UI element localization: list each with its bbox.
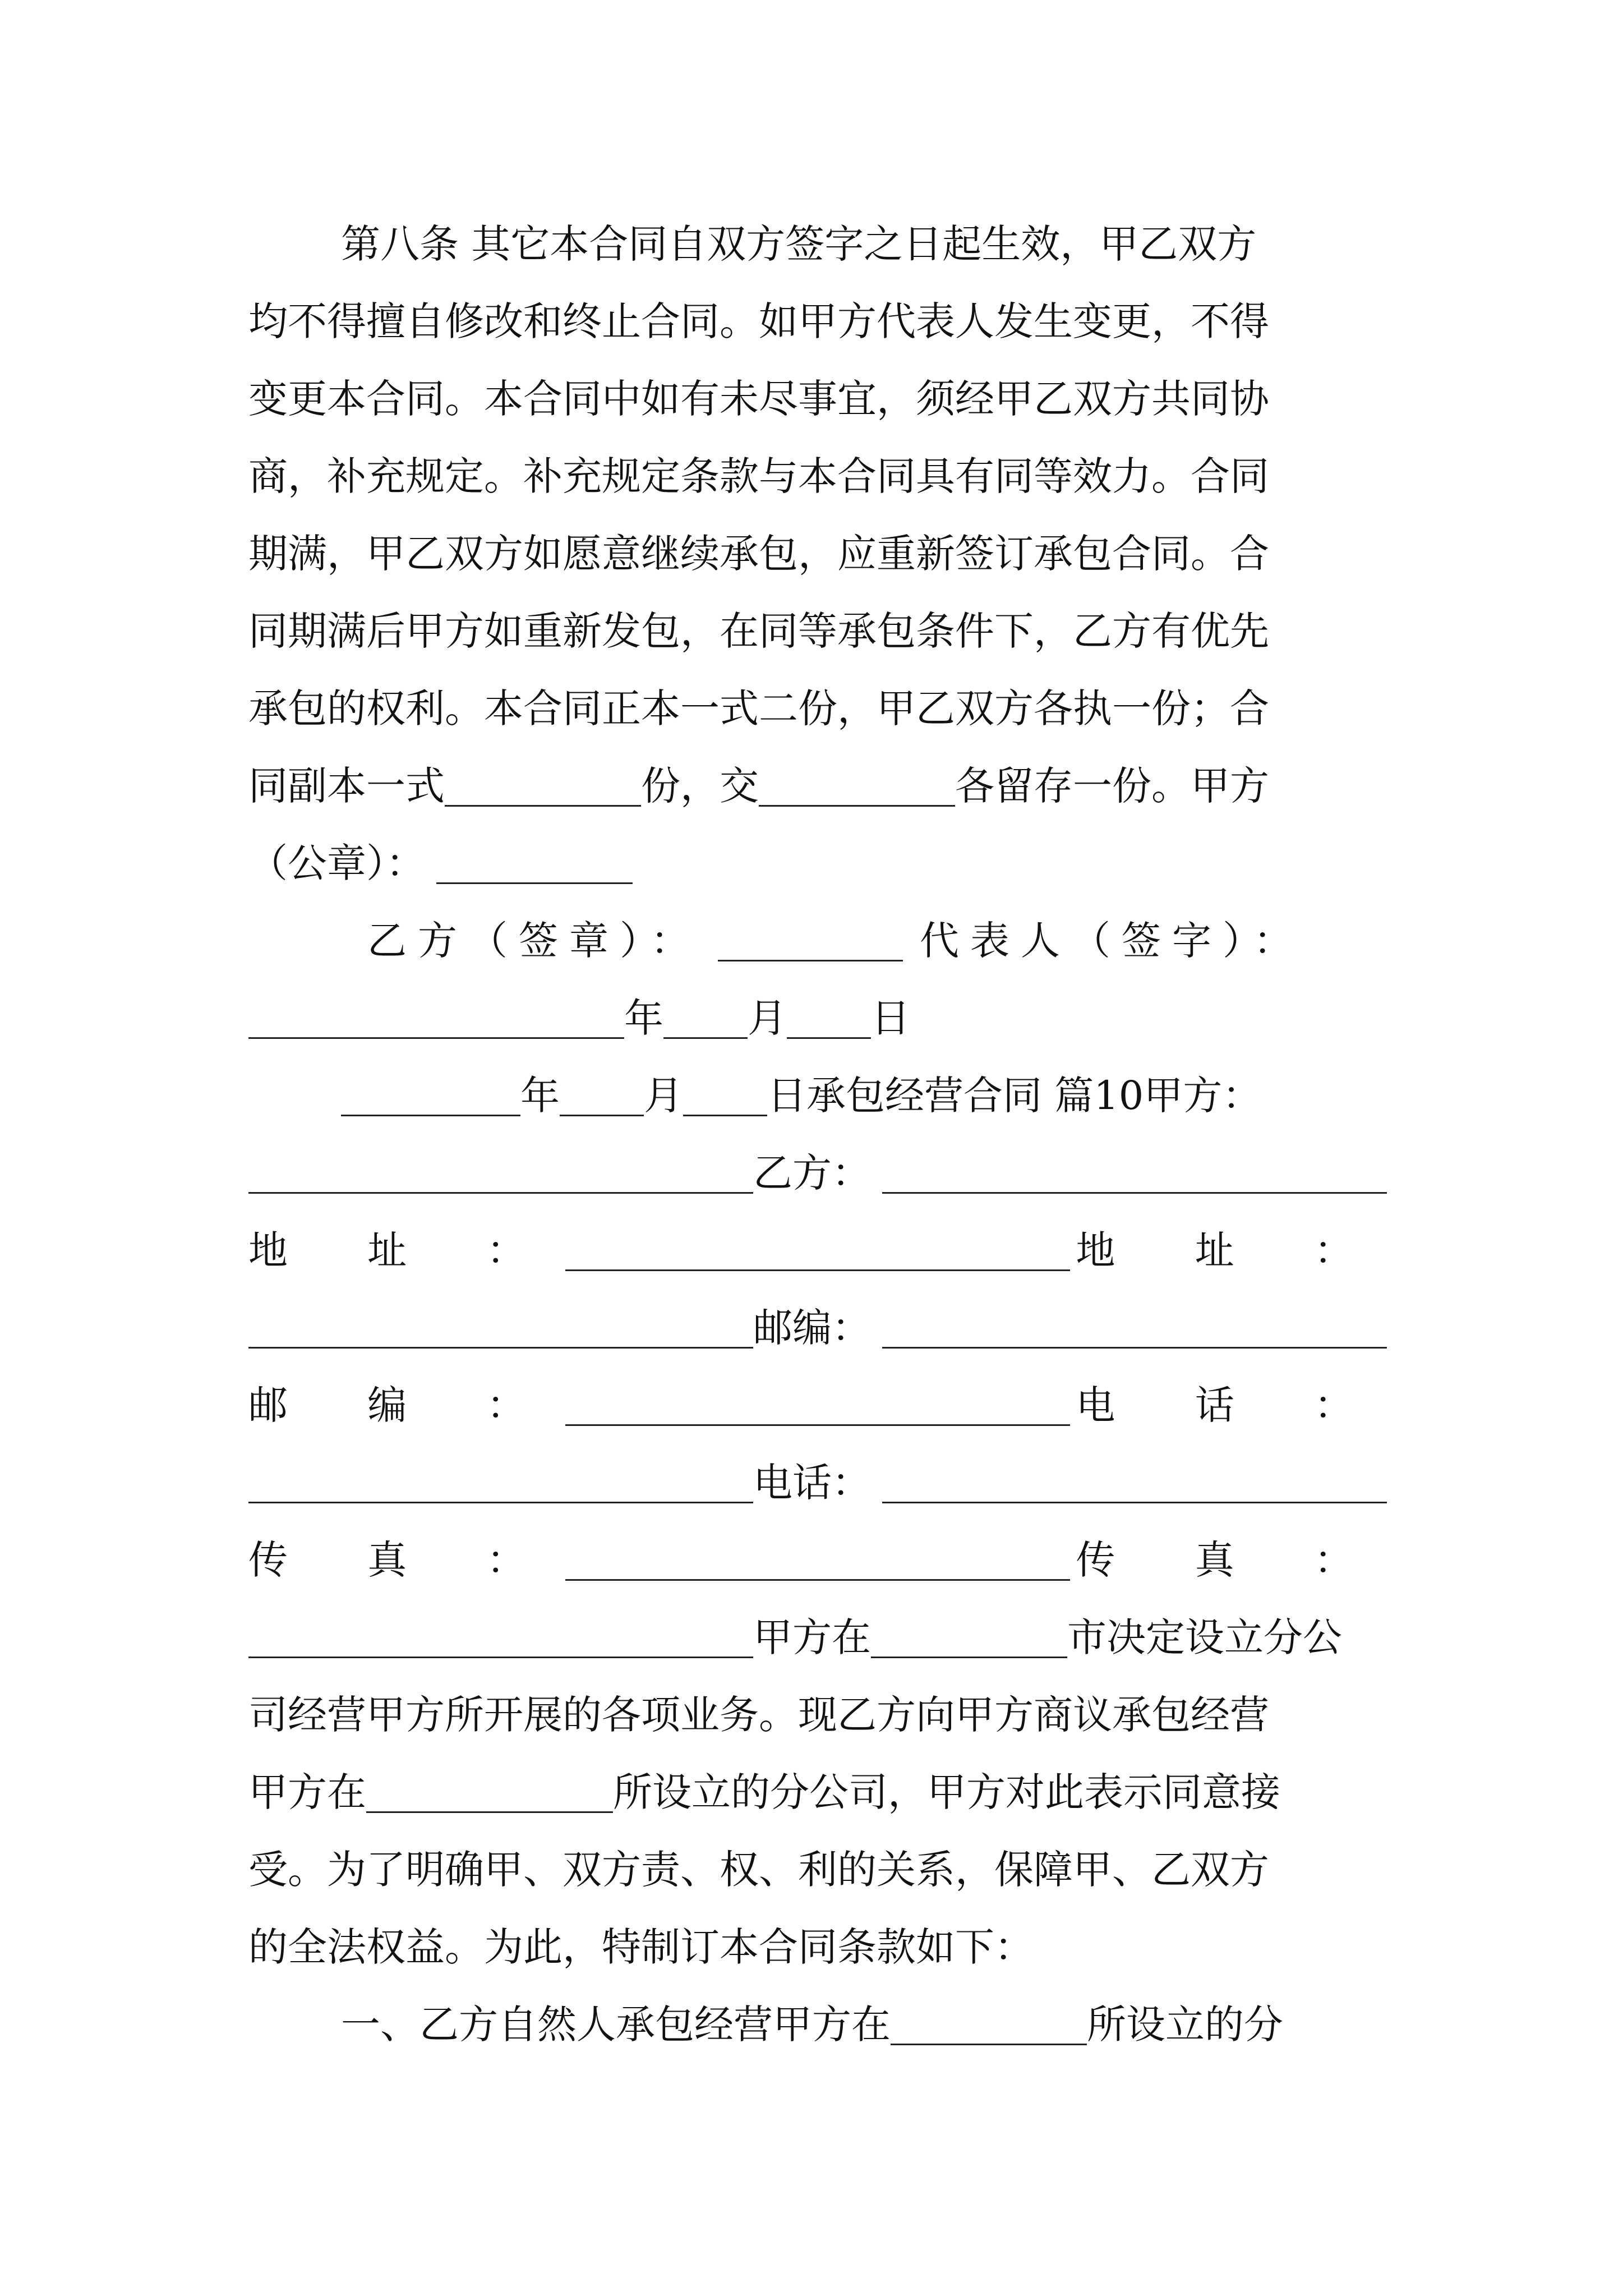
fill-blank[interactable] — [248, 1462, 753, 1503]
paragraph-text: 传 真 ： — [1076, 1537, 1387, 1583]
text-line — [248, 1300, 1387, 1356]
text-line — [248, 1532, 1387, 1588]
paragraph-text: 年 — [624, 995, 663, 1041]
paragraph-text: 乙方（签章）： — [367, 918, 701, 964]
label-address-a — [248, 1222, 560, 1278]
text-line — [248, 371, 1387, 427]
text-line — [248, 293, 1387, 349]
fill-blank[interactable] — [565, 1540, 1070, 1581]
fill-blank[interactable] — [871, 1617, 1067, 1658]
fill-blank[interactable] — [882, 1462, 1387, 1503]
fill-blank[interactable] — [663, 998, 748, 1039]
fill-blank[interactable] — [787, 998, 871, 1039]
paragraph-text: 市决定设立分公 — [1067, 1614, 1342, 1660]
fill-blank[interactable] — [248, 1617, 753, 1658]
paragraph-text: 甲方在 — [248, 1769, 366, 1815]
label-postcode-a — [248, 1377, 560, 1433]
text-line — [248, 603, 1387, 659]
text-line — [248, 1145, 1387, 1201]
fill-blank[interactable] — [565, 1230, 1070, 1271]
fill-blank[interactable] — [248, 1153, 753, 1194]
paragraph-text: 的全法权益。为此，特制订本合同条款如下： — [248, 1924, 1034, 1970]
paragraph-text: 日 — [871, 995, 910, 1041]
paragraph-text: 电 话 ： — [1076, 1382, 1387, 1428]
paragraph-text: 承包的权利。本合同正本一式二份，甲乙双方各执一份；合 — [248, 685, 1269, 731]
paragraph-text: 乙方： — [753, 1150, 871, 1196]
text-line — [248, 1222, 1387, 1278]
text-line — [341, 216, 1387, 272]
fill-blank[interactable] — [565, 1385, 1070, 1426]
paragraph-text: 均不得擅自修改和终止合同。如甲方代表人发生变更，不得 — [248, 298, 1269, 344]
fill-blank[interactable] — [248, 998, 624, 1039]
paragraph-text: 同副本一式 — [248, 763, 445, 809]
text-line — [367, 913, 1387, 969]
paragraph-text: （公章）： — [248, 840, 425, 886]
fill-blank[interactable] — [560, 1075, 644, 1116]
paragraph-text: 期满，甲乙双方如愿意继续承包，应重新签订承包合同。合 — [248, 531, 1269, 577]
text-line — [248, 1377, 1387, 1433]
paragraph-text: 邮编： — [753, 1305, 871, 1351]
text-line — [248, 1919, 1387, 1975]
fill-blank[interactable] — [759, 766, 955, 807]
text-line — [248, 680, 1387, 737]
paragraph-text: 地 址 ： — [248, 1227, 560, 1273]
fill-blank[interactable] — [248, 1308, 753, 1349]
text-line — [248, 758, 1387, 814]
label-fax-b — [1076, 1532, 1387, 1588]
paragraph-text: 司经营甲方所开展的各项业务。现乙方向甲方商议承包经营 — [248, 1692, 1269, 1738]
text-line — [248, 1842, 1387, 1898]
fill-blank[interactable] — [341, 1075, 520, 1116]
paragraph-text: 代表人（签字）： — [920, 918, 1304, 964]
fill-blank[interactable] — [891, 2004, 1087, 2045]
text-line — [341, 1996, 1387, 2053]
paragraph-text: 日承包经营合同 篇10甲方： — [767, 1073, 1262, 1119]
paragraph-text: 地 址 ： — [1076, 1227, 1387, 1273]
fill-blank[interactable] — [436, 843, 633, 884]
paragraph-text: 第八条 其它本合同自双方签字之日起生效，甲乙双方 — [341, 221, 1257, 267]
paragraph-text: 年 — [520, 1073, 560, 1119]
paragraph-text: 所设立的分公司，甲方对此表示同意接 — [613, 1769, 1280, 1815]
paragraph-text: 受。为了明确甲、双方责、权、利的关系，保障甲、乙双方 — [248, 1847, 1269, 1893]
text-line — [248, 990, 1387, 1046]
fill-blank[interactable] — [882, 1153, 1387, 1194]
text-line — [248, 448, 1387, 504]
paragraph-text: 电话： — [753, 1460, 871, 1506]
text-line — [248, 1609, 1387, 1665]
paragraph-text: 各留存一份。甲方 — [955, 763, 1269, 809]
text-line — [248, 1764, 1387, 1820]
text-line — [248, 1455, 1387, 1511]
label-fax-a — [248, 1532, 560, 1588]
paragraph-text: 所设立的分 — [1087, 2001, 1283, 2047]
fill-blank[interactable] — [445, 766, 641, 807]
fill-blank[interactable] — [683, 1075, 767, 1116]
paragraph-text: 变更本合同。本合同中如有未尽事宜，须经甲乙双方共同协 — [248, 376, 1269, 422]
paragraph-text: 商，补充规定。补充规定条款与本合同具有同等效力。合同 — [248, 453, 1269, 499]
paragraph-text: 月 — [644, 1073, 683, 1119]
paragraph-text: 甲方在 — [753, 1614, 871, 1660]
paragraph-text: 同期满后甲方如重新发包，在同等承包条件下，乙方有优先 — [248, 608, 1269, 654]
paragraph-text: 月 — [748, 995, 787, 1041]
paragraph-text: 邮 编 ： — [248, 1382, 560, 1428]
label-address-b — [1076, 1222, 1387, 1278]
fill-blank[interactable] — [882, 1308, 1387, 1349]
fill-blank[interactable] — [718, 921, 903, 961]
text-line — [248, 1687, 1387, 1743]
paragraph-text: 份，交 — [641, 763, 759, 809]
fill-blank[interactable] — [366, 1772, 613, 1813]
paragraph-text: 一、乙方自然人承包经营甲方在 — [341, 2001, 891, 2047]
text-line — [341, 1068, 1387, 1124]
text-line — [248, 526, 1387, 582]
text-line — [248, 835, 1387, 891]
paragraph-text: 传 真 ： — [248, 1537, 560, 1583]
label-phone-b — [1076, 1377, 1387, 1433]
